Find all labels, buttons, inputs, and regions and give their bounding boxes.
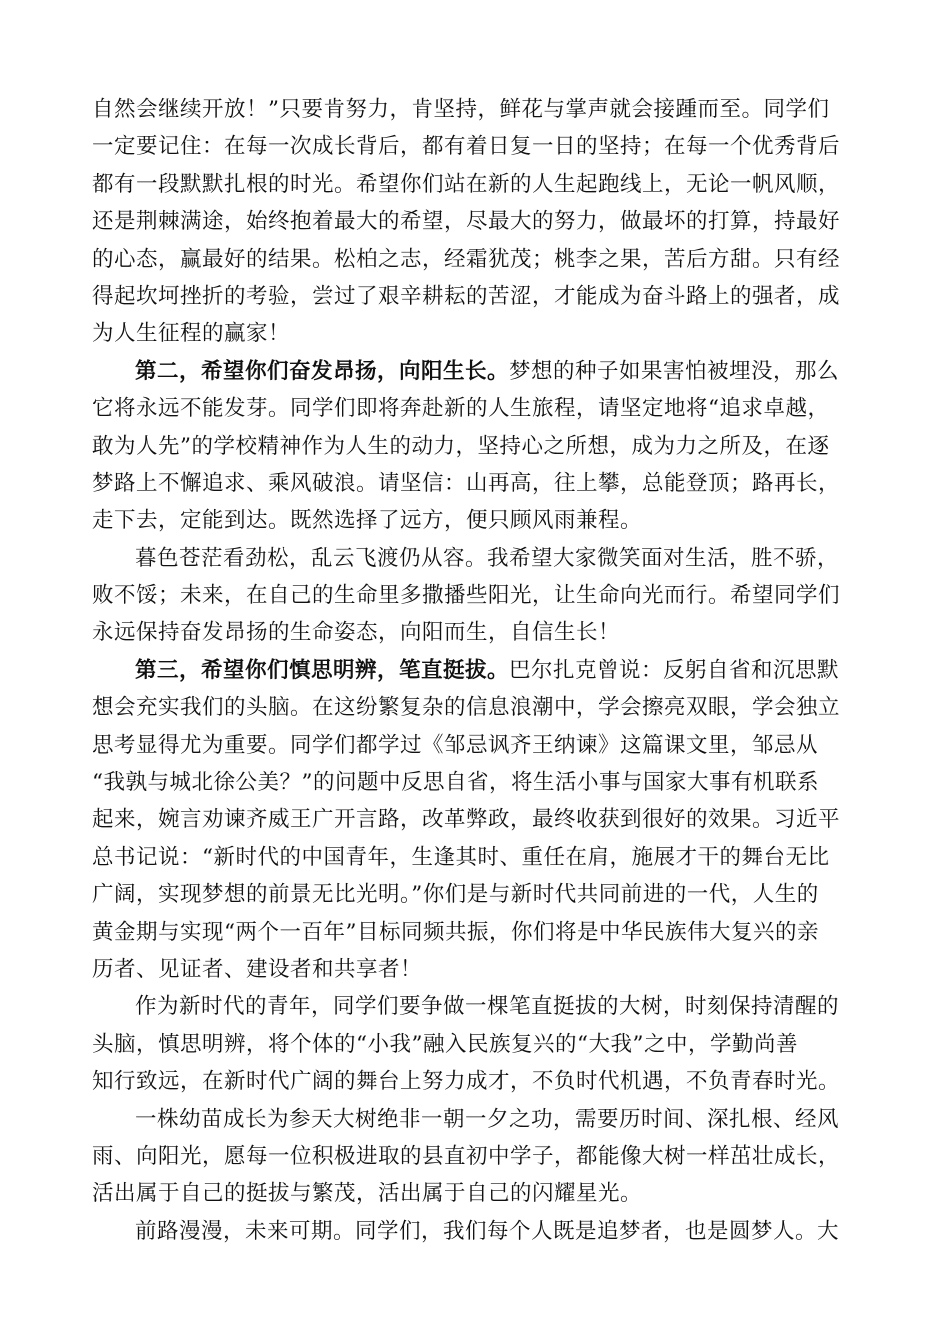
line-text: 前路漫漫，未来可期。同学们，我们每个人既是追梦者，也是圆梦人。大 [135, 1218, 840, 1244]
text-line [92, 203, 860, 240]
text-line [92, 1026, 860, 1063]
line-text: 雨、向阳光，愿每一位积极进取的县直初中学子，都能像大树一样茁壮成长， [92, 1143, 841, 1169]
line-text: 作为新时代的青年，同学们要争做一棵笔直挺拔的大树，时刻保持清醒的 [135, 994, 840, 1020]
text-line [92, 988, 860, 1025]
text-line [92, 727, 860, 764]
bold-heading: 第二，希望你们奋发昂扬，向阳生长。 [135, 358, 510, 384]
text-line [92, 1101, 860, 1138]
bold-heading: 第三，希望你们慎思明辨，笔直挺拔。 [135, 657, 510, 683]
text-line [92, 166, 860, 203]
text-line [92, 91, 860, 128]
line-text: 黄金期与实现“两个一百年”目标同频共振，你们将是中华民族伟大复兴的亲 [92, 919, 819, 945]
line-text: 暮色苍茫看劲松，乱云飞渡仍从容。我希望大家微笑面对生活，胜不骄， [135, 545, 840, 571]
line-text: “我孰与城北徐公美？”的问题中反思自省，将生活小事与国家大事有机联系 [92, 770, 819, 796]
text-line [92, 353, 860, 390]
text-line [92, 465, 860, 502]
line-text: 总书记说：“新时代的中国青年，生逢其时、重任在肩，施展才干的舞台无比 [92, 844, 830, 870]
line-text: 梦想的种子如果害怕被埋没，那么 [509, 358, 840, 384]
text-line [92, 540, 860, 577]
line-text: 知行致远，在新时代广阔的舞台上努力成才，不负时代机遇，不负青春时光。 [92, 1069, 841, 1095]
line-text: 思考显得尤为重要。同学们都学过《邹忌讽齐王纳谏》这篇课文里，邹忌从 [92, 732, 819, 758]
line-text: 为人生征程的赢家！ [92, 321, 291, 347]
text-line [92, 390, 860, 427]
text-line [92, 128, 860, 165]
text-line [92, 764, 860, 801]
line-text: 起来，婉言劝谏齐威王广开言路，改革弊政，最终收获到很好的效果。习近平 [92, 807, 841, 833]
line-text: 想会充实我们的头脑。在这纷繁复杂的信息浪潮中，学会擦亮双眼，学会独立 [92, 695, 841, 721]
text-line [92, 839, 860, 876]
line-text: 败不馁；未来，在自己的生命里多撒播些阳光，让生命向光而行。希望同学们 [92, 583, 841, 609]
text-line [92, 1063, 860, 1100]
document-page [92, 91, 860, 1250]
line-text: 的心态，赢最好的结果。松柏之志，经霜犹茂；桃李之果，苦后方甜。只有经 [92, 246, 841, 272]
text-line [92, 914, 860, 951]
text-line [92, 652, 860, 689]
text-line [92, 1138, 860, 1175]
text-line [92, 315, 860, 352]
line-text: 敢为人先”的学校精神作为人生的动力，坚持心之所想，成为力之所及，在逐 [92, 433, 830, 459]
text-line [92, 502, 860, 539]
line-text: 巴尔扎克曾说：反躬自省和沉思默 [509, 657, 840, 683]
line-text: 广阔，实现梦想的前景无比光明。”你们是与新时代共同前进的一代，人生的 [92, 882, 819, 908]
line-text: 活出属于自己的挺拔与繁茂，活出属于自己的闪耀星光。 [92, 1181, 643, 1207]
line-text: 历者、见证者、建设者和共享者！ [92, 956, 423, 982]
line-text: 梦路上不懈追求、乘风破浪。请坚信：山再高，往上攀，总能登顶；路再长， [92, 470, 841, 496]
text-line [92, 876, 860, 913]
line-text: 它将永远不能发芽。同学们即将奔赴新的人生旅程，请坚定地将“追求卓越， [92, 396, 830, 422]
line-text: 一定要记住：在每一次成长背后，都有着日复一日的坚持；在每一个优秀背后 [92, 134, 841, 160]
line-text: 都有一段默默扎根的时光。希望你们站在新的人生起跑线上，无论一帆风顺， [92, 171, 841, 197]
line-text: 得起坎坷挫折的考验，尝过了艰辛耕耘的苦涩，才能成为奋斗路上的强者，成 [92, 283, 841, 309]
line-text: 永远保持奋发昂扬的生命姿态，向阳而生，自信生长！ [92, 620, 621, 646]
line-text: 自然会继续开放！”只要肯努力，肯坚持，鲜花与掌声就会接踵而至。同学们 [92, 97, 830, 122]
text-line [92, 1175, 860, 1212]
line-text: 头脑，慎思明辨，将个体的“小我”融入民族复兴的“大我”之中，学勤尚善 [92, 1031, 798, 1057]
text-line [92, 801, 860, 838]
text-line [92, 241, 860, 278]
text-line [92, 1213, 860, 1250]
text-line [92, 278, 860, 315]
text-line [92, 428, 860, 465]
line-text: 走下去，定能到达。既然选择了远方，便只顾风雨兼程。 [92, 508, 643, 534]
line-text: 还是荆棘满途，始终抱着最大的希望，尽最大的努力，做最坏的打算，持最好 [92, 209, 841, 235]
line-text: 一株幼苗成长为参天大树绝非一朝一夕之功，需要历时间、深扎根、经风 [135, 1106, 840, 1132]
text-line [92, 951, 860, 988]
text-line [92, 577, 860, 614]
text-line [92, 689, 860, 726]
text-line [92, 614, 860, 651]
